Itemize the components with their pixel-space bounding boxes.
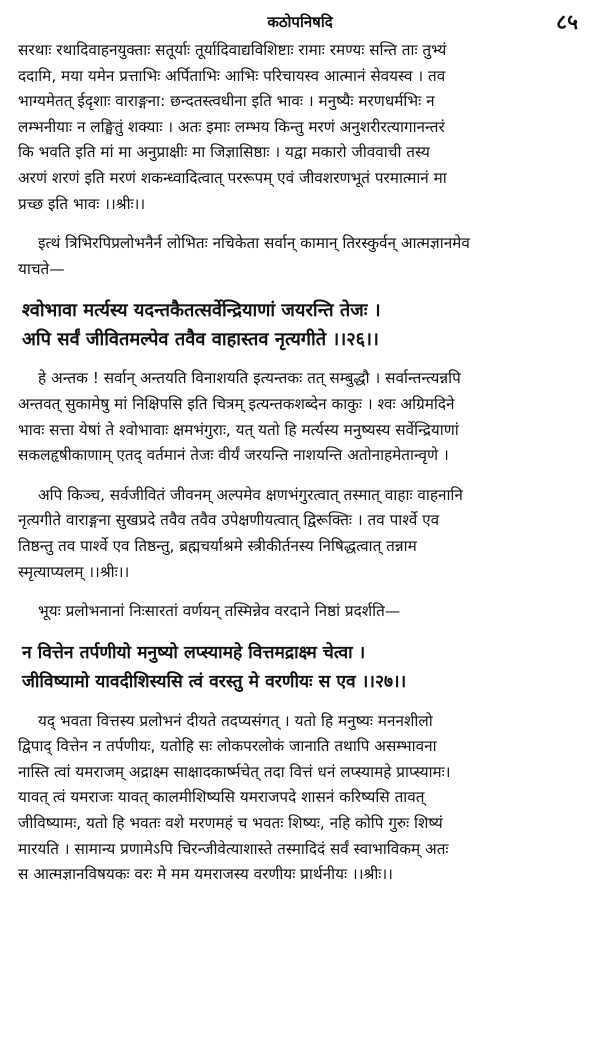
commentary-paragraph-6 (18, 709, 582, 888)
text-line: नृत्यगीते वाराङ्गना सुखप्रदे तवैव तवैव उपेक्षणीयत्वात् द्विरूक्तिः । तव पार्श्वे एव (18, 511, 440, 530)
verse-line: अपि सर्वं जीवितमल्पेव तवैव वाहास्तव नृत्यगीते ।।२६।। (22, 329, 379, 351)
text-line: ददामि, मया यमेन प्रत्ताभिः अर्पिताभिः आभिः परिचायस्व आत्मानं सेवयस्व । तव (18, 66, 446, 85)
commentary-paragraph-3 (18, 366, 582, 468)
text-line: लम्भनीयाः न लङ्घितुं शक्याः । अतः इमाः लम्भय किन्तु मरणं अनुशरीरत्यागानन्तरं (18, 117, 445, 136)
text-line: हे अन्तक ! सर्वान् अन्तयति विनाशयति इत्यन्तकः तत् सम्बुद्धौ । सर्वान्तन्त्यन्नपि (38, 369, 461, 388)
text-line: स आत्मज्ञानविषयकः वरः मे मम यमराजस्य वरणीयः प्रार्थनीयः ।।श्रीः।। (18, 865, 393, 884)
verse-line: जीविष्यामो यावदीशिस्यसि त्वं वरस्तु मे वरणीयः स एव ।।२७।। (22, 671, 407, 692)
verse-27 (18, 639, 582, 697)
verse-26 (18, 296, 582, 354)
commentary-paragraph-1 (18, 38, 582, 217)
text-line: इत्थं त्रिभिरपिप्रलोभनैर्न लोभितः नचिकेता सर्वान् कामान् तिरस्कुर्वन् आत्मज्ञानमेव (38, 234, 470, 253)
text-line: यद् भवता वित्तस्य प्रलोभनं दीयते तदप्यसंगत् । यतो हि मनुष्यः मननशीलो (38, 711, 433, 730)
text-line: भावः सत्ता येषां ते श्वोभावाः क्षमभंगुराः, यत् यतो हि मर्त्यस्य मनुष्यस्य सर्वेन्द्रियाणां (18, 420, 459, 439)
verse-line: श्वोभावा मर्त्यस्य यदन्तकैतत्सर्वेन्द्रियाणां जयरन्ति तेजः । (22, 300, 381, 322)
text-line: द्विपाद् वित्तेन न तर्पणीयः, यतोहि सः लोकपरलोकं जानाति तथापि असम्भावना (18, 737, 437, 756)
text-line: स्मृत्याप्यलम् ।।श्रीः।। (18, 562, 130, 581)
page-number: ८५ (556, 10, 578, 34)
page-header (18, 6, 582, 38)
text-line: भूयः प्रलोभनानां निःसारतां वर्णयन् तस्मिन्नेव वरदाने निष्ठां प्रदर्शति— (38, 602, 401, 621)
text-line: अपि किञ्च, सर्वजीवितं जीवनम् अल्पमेव क्षणभंगुरत्वात् तस्मात् वाहाः वाहनानि (38, 485, 463, 504)
intro-paragraph-verse-26 (18, 231, 582, 282)
text-line: यावत् त्वं यमराजः यावत् कालमीशिष्यसि यमराजपदे शासनं करिष्यसि तावत् (18, 788, 425, 807)
text-line: प्रच्छ इति भावः ।।श्रीः।। (18, 194, 146, 213)
text-line: सरथाः रथादिवाहनयुक्ताः सतूर्याः तूर्यादिवाद्यविशिष्टाः रामाः रमण्यः सन्ति ताः तुभ्यं (18, 41, 447, 59)
text-line: भाग्यमेतत् ईदृशाः वाराङ्गना: छन्दतस्त्वधीना इति भावः । मनुष्यैः मरणधर्मभिः न (18, 92, 435, 111)
text-line: सकलहृषीकाणाम् एतद् वर्तमानं तेजः वीर्यं जरयन्ति नाशयन्ति अतोनाहमेतान्वृणे । (18, 446, 449, 465)
intro-paragraph-verse-27 (18, 599, 582, 625)
commentary-paragraph-4 (18, 483, 582, 585)
text-line: याचते— (18, 259, 65, 278)
text-line: कि भवति इति मां मा अनुप्राक्षीः मा जिज्ञासिष्ठाः । यद्वा मकारो जीववाची तस्य (18, 143, 430, 162)
text-line: अरणं शरणं इति मरणं शकन्ध्वादित्वात् पररूपम् एवं जीवशरणभूतं परमात्मानं मा (18, 168, 447, 187)
text-line: अन्तवत् सुकामेषु मां निक्षिपसि इति चित्रम् इत्यन्तकशब्देन काकुः । श्वः अग्रिमदिने (18, 394, 455, 413)
running-title: कठोपनिषदि (267, 13, 333, 31)
text-line: नास्ति त्वां यमराजम् अद्राक्ष्म साक्षादकार्ष्मचेत् तदा वित्तं धनं लप्स्यामहे प्राप्स्यामः। (18, 762, 451, 781)
text-line: मारयति । सामान्य प्रणामेऽपि चिरन्जीवेत्याशास्ते तस्मादिदं सर्वं स्वाभाविकम् अतः (18, 839, 449, 858)
text-line: तिष्ठन्तु तव पार्श्वे एव तिष्ठन्तु, ब्रह्मचर्याश्रमे स्त्रीकीर्तनस्य निषिद्धत्वात् तन्नाम (18, 536, 417, 555)
verse-line: न वित्तेन तर्पणीयो मनुष्यो लप्स्यामहे वित्तमद्राक्ष्म चेत्वा । (22, 642, 366, 663)
text-line: जीविष्यामः, यतो हि भवतः वशे मरणमहं च भवतः शिष्यः, नहि कोपि गुरुः शिष्यं (18, 814, 443, 833)
